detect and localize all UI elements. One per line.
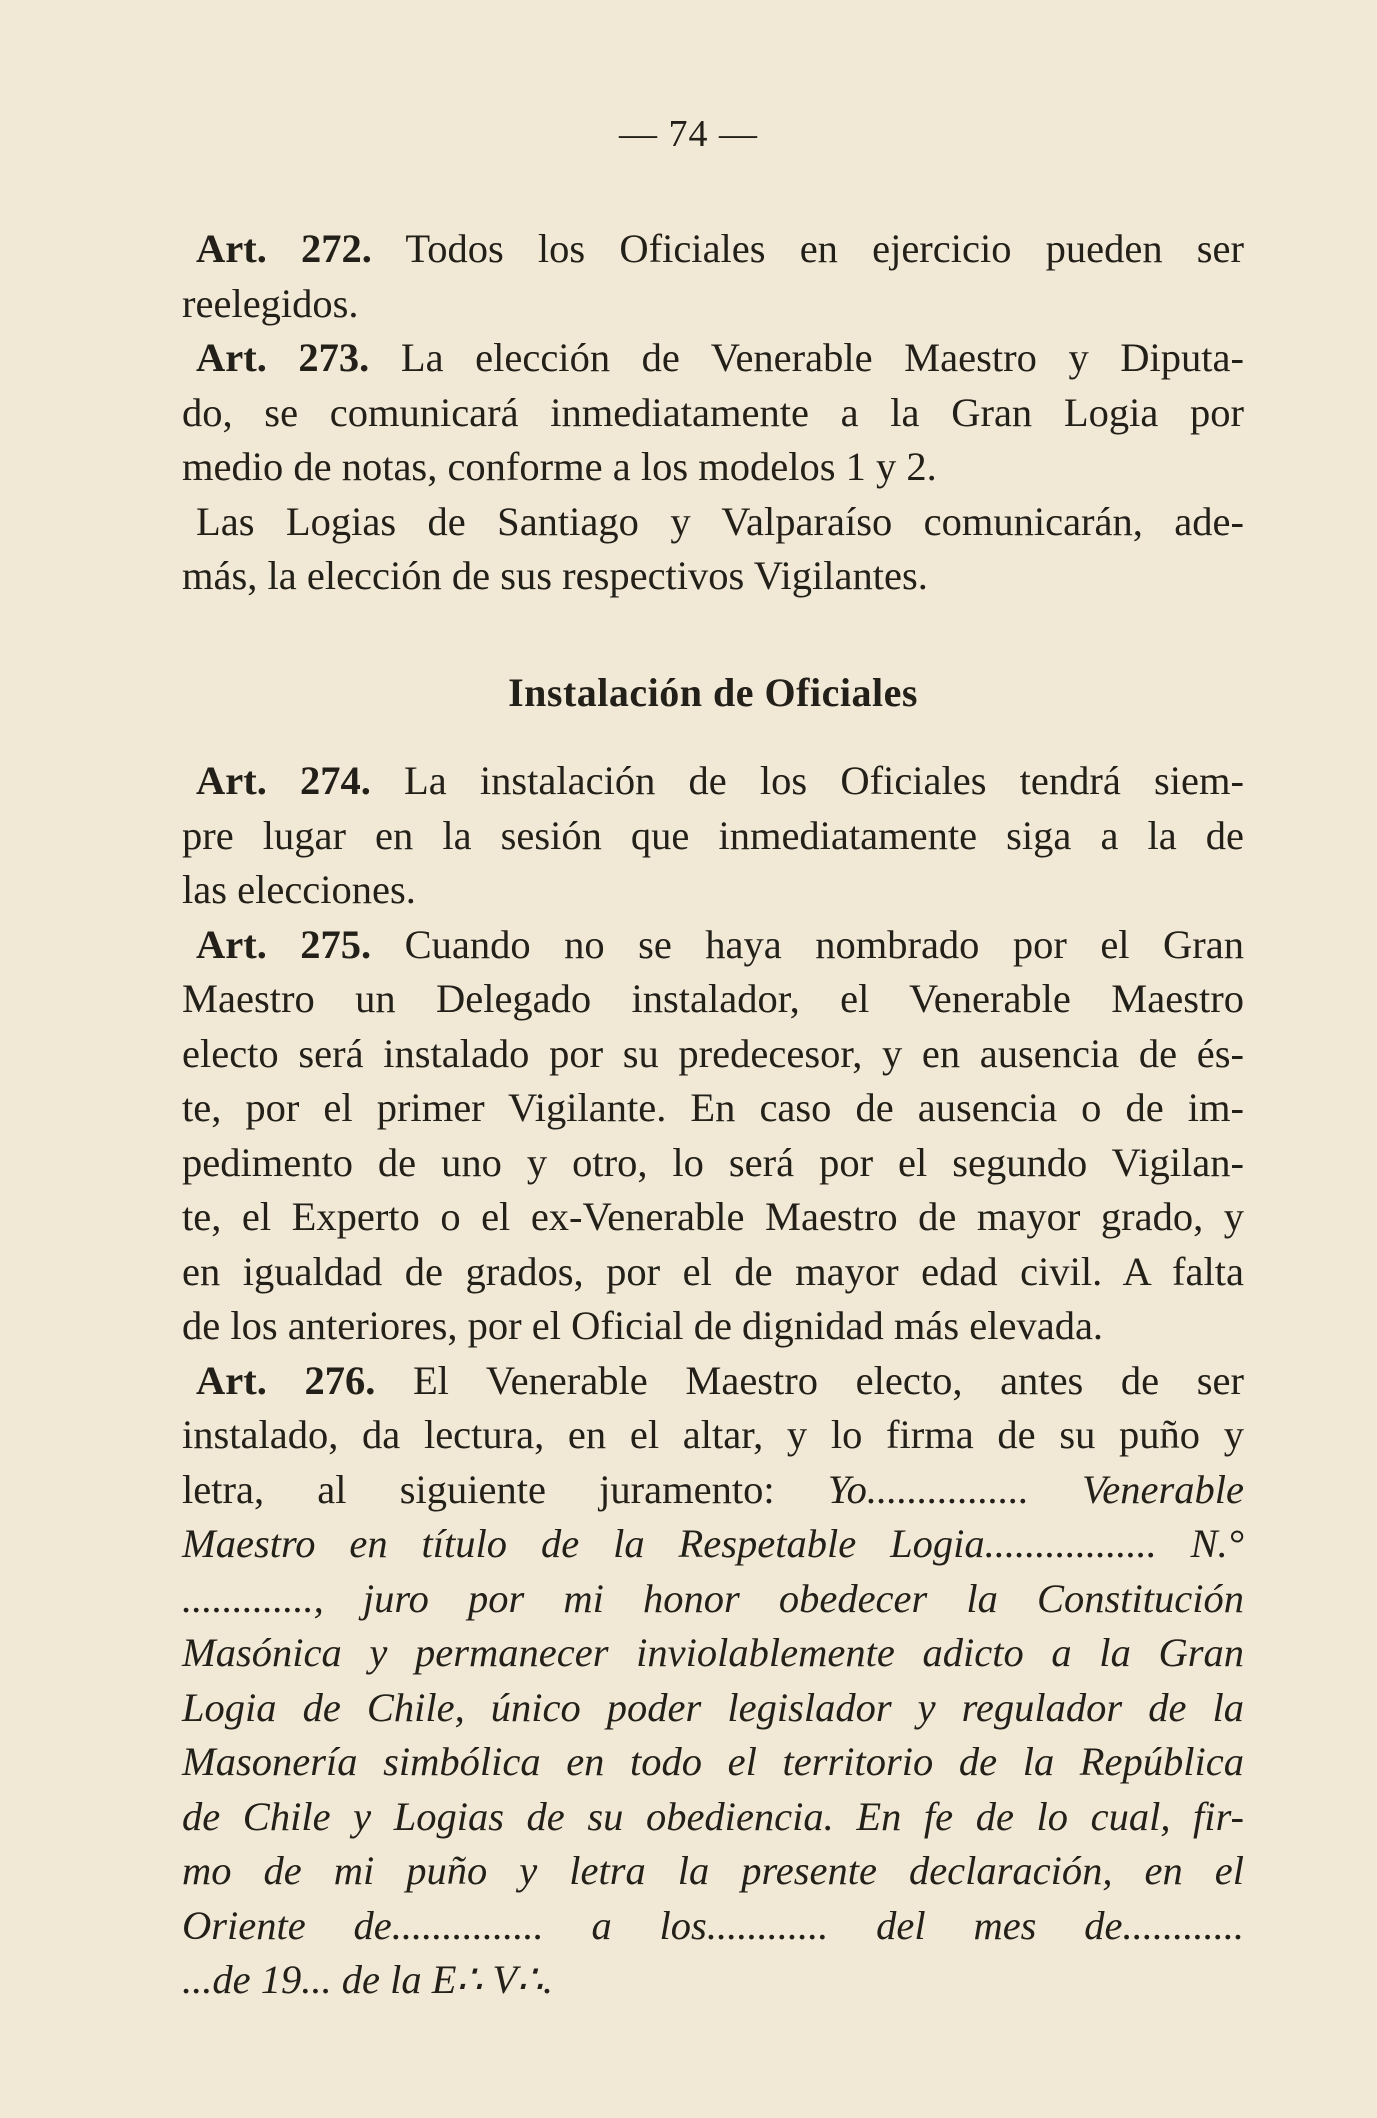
article-text: El Venerable Maestro electo, antes de ser [375, 1357, 1244, 1403]
article-276-line: instalado, da lectura, en el altar, y lo firma de su puño y [182, 1412, 1244, 1457]
article-275-line [182, 918, 1244, 973]
article-275-line: en igualdad de grados, por el de mayor edad civil. A falta [182, 1248, 1244, 1294]
article-273-line: Las Logias de Santiago y Valparaíso comunicarán, ade- [196, 498, 1244, 544]
oath-line: Maestro en título de la Respetable Logia................. N.° [182, 1521, 1244, 1566]
article-273-line: do, se comunicará inmediatamente a la Gran Logia por [182, 389, 1244, 435]
article-276-line [182, 1354, 1244, 1409]
article-272-line: reelegidos. [182, 280, 359, 326]
article-275-line: de los anteriores, por el Oficial de dignidad más elevada. [182, 1303, 1104, 1348]
article-273-line [182, 331, 1244, 386]
oath-line: Logia de Chile, único poder legislador y regulador de la [182, 1684, 1244, 1730]
article-273-line: medio de notas, conforme a los modelos 1 y 2. [182, 444, 937, 489]
article-label: Art. 275. [196, 921, 372, 967]
article-label: Art. 276. [196, 1357, 376, 1403]
article-274-line: pre lugar en la sesión que inmediatamente siga a la de [182, 812, 1244, 858]
article-text: La elección de Venerable Maestro y Diputa- [369, 335, 1244, 380]
article-275-line: Maestro un Delegado instalador, el Venerable Maestro [182, 976, 1244, 1021]
article-273-line: más, la elección de sus respectivos Vigilantes. [182, 553, 928, 598]
page-number: — 74 — [619, 113, 758, 155]
article-text: Todos los Oficiales en ejercicio pueden ser [371, 226, 1244, 271]
oath-line: Masónica y permanecer inviolablemente adicto a la Gran [182, 1630, 1244, 1675]
article-275-line: te, el Experto o el ex-Venerable Maestro de mayor grado, y [182, 1194, 1244, 1239]
article-text: letra, al siguiente juramento: [182, 1466, 828, 1512]
article-text: Cuando no se haya nombrado por el Gran [371, 921, 1244, 967]
body-text [182, 222, 1244, 2008]
article-274-line [182, 754, 1244, 809]
oath-line: de Chile y Logias de su obediencia. En fe de lo cual, fir- [182, 1793, 1244, 1839]
article-276-line [182, 1463, 1244, 1518]
oath-line: Oriente de............... a los............ del mes de............ [182, 1902, 1244, 1948]
article-label: Art. 273. [196, 335, 370, 380]
oath-line: ............., juro por mi honor obedecer la Constitución [182, 1575, 1244, 1621]
oath-line: ...de 19... de la E∴ V∴. [182, 1957, 553, 2002]
section-heading: Instalación de Oficiales [508, 669, 918, 715]
oath-line: Masonería simbólica en todo el territorio de la República [182, 1739, 1244, 1784]
oath-line: mo de mi puño y letra la presente declaración, en el [182, 1848, 1244, 1893]
article-label: Art. 274. [196, 758, 371, 803]
article-text: La instalación de los Oficiales tendrá siem- [370, 758, 1244, 803]
article-275-line: electo será instalado por su predecesor, y en ausencia de és- [182, 1030, 1244, 1076]
article-272-line [182, 222, 1244, 277]
article-274-line: las elecciones. [182, 867, 416, 912]
article-275-line: te, por el primer Vigilante. En caso de ausencia o de im- [182, 1085, 1244, 1130]
oath-text: Yo................ Venerable [827, 1466, 1245, 1512]
article-label: Art. 272. [196, 226, 372, 271]
article-275-line: pedimento de uno y otro, lo será por el segundo Vigilan- [182, 1139, 1244, 1185]
